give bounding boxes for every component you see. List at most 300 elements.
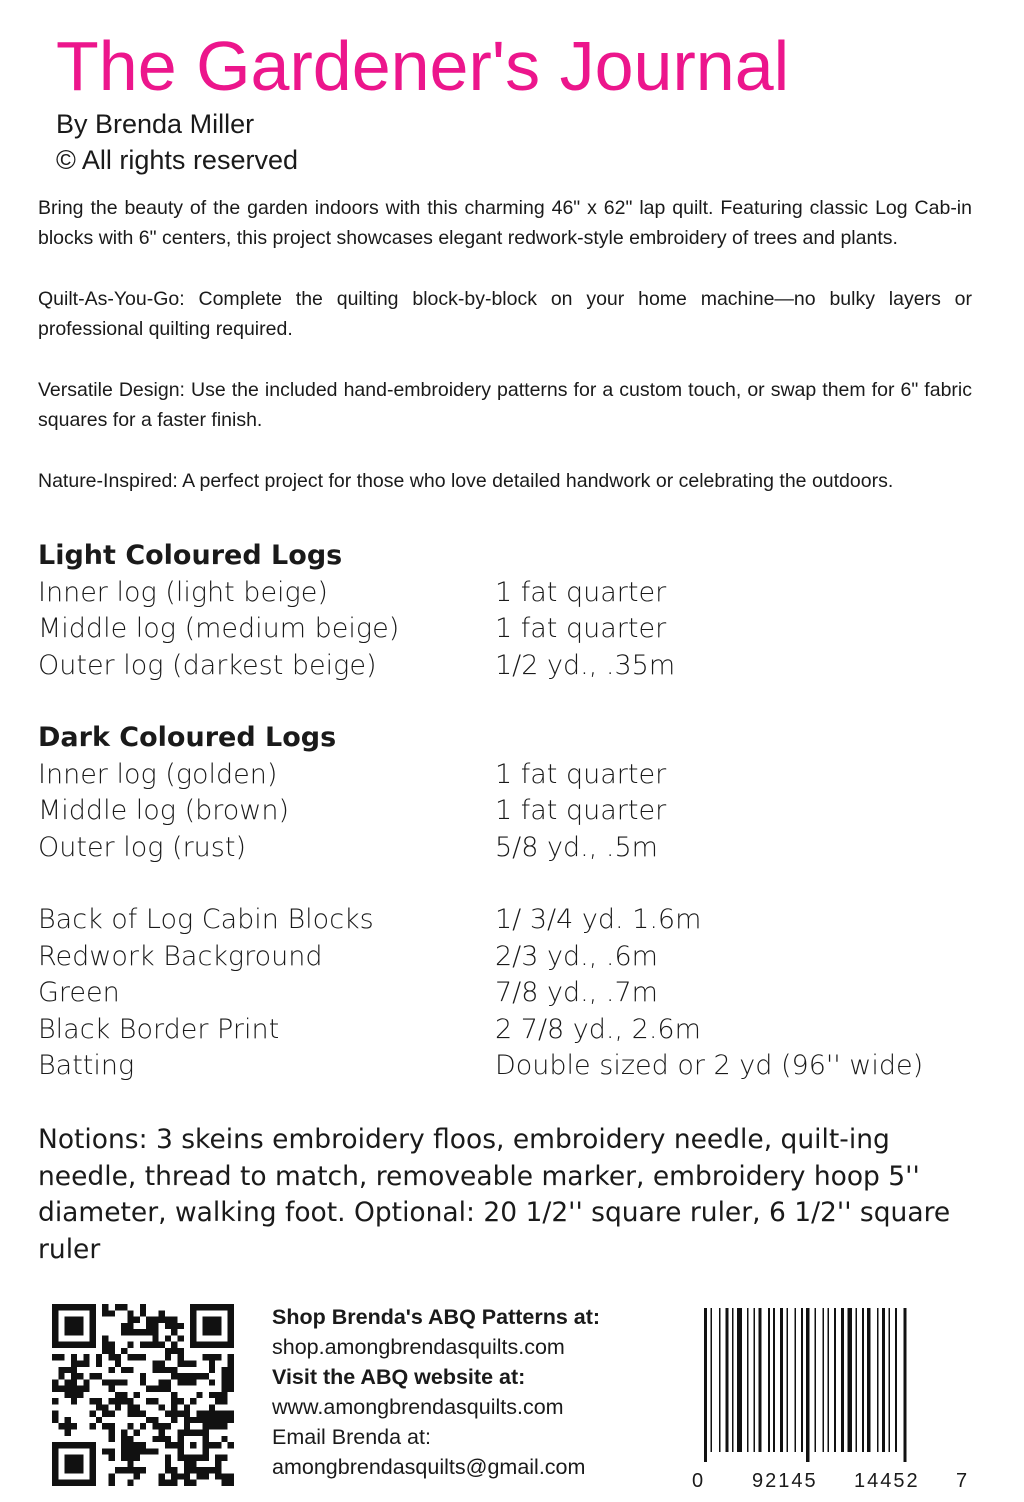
- qr-module: [102, 1423, 108, 1429]
- qr-module: [159, 1423, 165, 1429]
- qr-module: [96, 1417, 102, 1423]
- qr-module: [146, 1448, 152, 1454]
- material-amount: 1/2 yd., .35m: [495, 649, 676, 681]
- qr-module: [221, 1480, 227, 1486]
- qr-module: [96, 1398, 102, 1404]
- qr-module: [178, 1398, 184, 1404]
- qr-module: [102, 1304, 108, 1310]
- qr-module: [152, 1398, 158, 1404]
- qr-module: [215, 1392, 221, 1398]
- qr-module: [108, 1430, 114, 1436]
- qr-module: [221, 1373, 227, 1379]
- barcode-digits: [690, 1468, 972, 1494]
- qr-module: [215, 1461, 221, 1467]
- qr-module: [196, 1467, 202, 1473]
- qr-module: [203, 1417, 209, 1423]
- barcode-bar: [732, 1308, 734, 1452]
- qr-module: [127, 1317, 133, 1323]
- qr-code-graphic: [52, 1304, 234, 1486]
- qr-module: [203, 1317, 222, 1336]
- qr-module: [65, 1417, 71, 1423]
- qr-module: [127, 1467, 133, 1473]
- qr-module: [146, 1323, 152, 1329]
- qr-module: [171, 1467, 177, 1473]
- material-item: Back of Log Cabin Blocks: [38, 904, 374, 935]
- qr-module: [71, 1379, 77, 1385]
- qr-module: [159, 1404, 165, 1410]
- material-row: [38, 1048, 978, 1085]
- qr-module: [115, 1360, 121, 1366]
- qr-module: [127, 1398, 133, 1404]
- qr-module: [159, 1386, 165, 1392]
- qr-module: [52, 1354, 58, 1360]
- qr-module: [190, 1417, 196, 1423]
- qr-module: [215, 1354, 221, 1360]
- qr-module: [108, 1473, 114, 1479]
- qr-module: [102, 1348, 108, 1354]
- material-row: [38, 1012, 978, 1049]
- qr-module: [96, 1354, 102, 1360]
- qr-module: [184, 1461, 190, 1467]
- barcode-bar: [747, 1308, 749, 1452]
- qr-module: [127, 1367, 133, 1373]
- qr-module: [121, 1467, 127, 1473]
- qr-module: [146, 1342, 152, 1348]
- material-row: [38, 611, 978, 648]
- qr-module: [115, 1392, 121, 1398]
- qr-module: [203, 1354, 209, 1360]
- barcode-group-left: 92145: [752, 1470, 818, 1492]
- qr-module: [83, 1354, 89, 1360]
- qr-module: [190, 1467, 196, 1473]
- intro-paragraph-nature-inspired: Nature-Inspired: A perfect project for those who love detailed handwork or celebrating the outdoors.: [38, 470, 894, 492]
- barcode-bar: [877, 1308, 879, 1452]
- qr-module: [184, 1360, 190, 1366]
- qr-module: [159, 1379, 165, 1385]
- qr-code[interactable]: [52, 1304, 234, 1486]
- qr-module: [203, 1411, 209, 1417]
- qr-module: [209, 1423, 215, 1429]
- qr-module: [65, 1386, 71, 1392]
- qr-module: [228, 1360, 234, 1366]
- material-amount: Double sized or 2 yd (96'' wide): [495, 1050, 924, 1081]
- qr-module: [146, 1317, 152, 1323]
- qr-module: [65, 1423, 71, 1429]
- qr-module: [90, 1373, 96, 1379]
- material-row: [38, 975, 978, 1012]
- qr-module: [221, 1392, 227, 1398]
- qr-module: [127, 1461, 133, 1467]
- qr-module: [190, 1373, 196, 1379]
- qr-module: [115, 1404, 121, 1410]
- qr-module: [221, 1367, 227, 1373]
- barcode-bar: [862, 1308, 864, 1452]
- qr-module: [108, 1379, 114, 1385]
- qr-module: [152, 1417, 158, 1423]
- barcode-bar: [786, 1308, 788, 1452]
- barcode-bar: [780, 1308, 783, 1452]
- barcode-bar: [758, 1308, 761, 1452]
- qr-module: [228, 1354, 234, 1360]
- qr-module: [228, 1367, 234, 1373]
- qr-module: [228, 1480, 234, 1486]
- qr-module: [115, 1354, 121, 1360]
- qr-module: [165, 1436, 171, 1442]
- material-item: Outer log (darkest beige): [38, 649, 377, 681]
- material-row: [38, 575, 978, 612]
- qr-module: [190, 1398, 196, 1404]
- qr-module: [52, 1386, 58, 1392]
- qr-module: [52, 1417, 58, 1423]
- qr-module: [108, 1354, 114, 1360]
- qr-module: [102, 1310, 108, 1316]
- qr-module: [221, 1411, 227, 1417]
- qr-module: [140, 1442, 146, 1448]
- barcode-bar: [834, 1308, 836, 1452]
- barcode-bar: [704, 1308, 707, 1462]
- intro-paragraph-quilt-as-you-go: Quilt-As-You-Go: Complete the quilting block-by-block on your home machine—no bulky layers or professional quilting required.: [38, 288, 972, 340]
- qr-module: [102, 1411, 108, 1417]
- qr-module: [221, 1386, 227, 1392]
- qr-module: [209, 1392, 215, 1398]
- qr-module: [165, 1317, 171, 1323]
- qr-module: [165, 1411, 171, 1417]
- qr-module: [108, 1423, 114, 1429]
- barcode-group-right: 14452: [854, 1470, 920, 1492]
- notions-text: Notions: 3 skeins embroidery floos, embroidery needle, quilt-ing needle, thread to match, removeable marker, embroidery hoop 5'' diameter, walking foot. Optional: 20 1/2'' square ruler, 6 1/2'' square ruler: [38, 1124, 951, 1265]
- qr-module: [152, 1342, 158, 1348]
- qr-module: [190, 1442, 196, 1448]
- website-label: Visit the ABQ website at:: [272, 1365, 526, 1389]
- light-logs-section: [38, 538, 978, 684]
- qr-module: [108, 1310, 114, 1316]
- qr-module: [184, 1373, 190, 1379]
- qr-module: [221, 1398, 227, 1404]
- material-amount: 1 fat quarter: [495, 576, 667, 608]
- qr-module: [146, 1386, 152, 1392]
- qr-module: [171, 1442, 177, 1448]
- qr-module: [121, 1392, 127, 1398]
- qr-module: [196, 1417, 202, 1423]
- qr-module: [228, 1442, 234, 1448]
- qr-module: [159, 1473, 165, 1479]
- qr-module: [203, 1373, 209, 1379]
- material-item: Redwork Background: [38, 940, 323, 972]
- qr-module: [190, 1360, 196, 1366]
- qr-module: [102, 1335, 108, 1341]
- qr-module: [209, 1404, 215, 1410]
- material-item: Inner log (light beige): [38, 576, 328, 608]
- barcode-bar: [773, 1308, 775, 1452]
- barcode-bar: [895, 1308, 897, 1452]
- qr-module: [165, 1480, 171, 1486]
- qr-module: [65, 1379, 71, 1385]
- material-row: [38, 830, 978, 867]
- qr-module: [209, 1379, 215, 1385]
- qr-module: [209, 1360, 215, 1366]
- qr-module: [127, 1411, 133, 1417]
- qr-module: [178, 1323, 184, 1329]
- qr-module: [121, 1448, 127, 1454]
- qr-module: [215, 1467, 221, 1473]
- qr-module: [209, 1467, 215, 1473]
- qr-module: [77, 1392, 83, 1398]
- qr-module: [140, 1342, 146, 1348]
- qr-module: [221, 1455, 227, 1461]
- qr-module: [209, 1411, 215, 1417]
- qr-module: [134, 1411, 140, 1417]
- qr-module: [121, 1398, 127, 1404]
- qr-module: [215, 1473, 221, 1479]
- qr-module: [152, 1423, 158, 1429]
- qr-module: [108, 1455, 114, 1461]
- qr-module: [178, 1348, 184, 1354]
- qr-module: [77, 1386, 83, 1392]
- qr-module: [134, 1430, 140, 1436]
- qr-module: [165, 1367, 171, 1373]
- barcode-digit-first: 0: [692, 1470, 704, 1492]
- qr-module: [134, 1329, 140, 1335]
- author-line: By Brenda Miller: [56, 109, 255, 139]
- qr-module: [140, 1411, 146, 1417]
- qr-module: [115, 1467, 121, 1473]
- qr-module: [71, 1386, 77, 1392]
- barcode-bar: [882, 1308, 885, 1452]
- qr-module: [121, 1442, 127, 1448]
- dark-logs-heading: Dark Coloured Logs: [38, 722, 337, 753]
- qr-module: [171, 1398, 177, 1404]
- qr-module: [96, 1360, 102, 1366]
- qr-module: [178, 1335, 184, 1341]
- qr-module: [196, 1392, 202, 1398]
- qr-module: [159, 1436, 165, 1442]
- dark-logs-section: [38, 720, 978, 866]
- copyright-line: © All rights reserved: [56, 145, 298, 175]
- qr-module: [209, 1442, 215, 1448]
- website-link[interactable]: www.amongbrendasquilts.com: [272, 1395, 564, 1419]
- qr-module: [121, 1367, 127, 1373]
- qr-module: [228, 1417, 234, 1423]
- qr-module: [134, 1467, 140, 1473]
- qr-module: [140, 1423, 146, 1429]
- qr-module: [228, 1411, 234, 1417]
- qr-module: [171, 1411, 177, 1417]
- barcode-bar: [889, 1308, 891, 1452]
- qr-module: [127, 1354, 133, 1360]
- email-label: Email Brenda at:: [272, 1425, 431, 1449]
- barcode-bar: [828, 1308, 830, 1452]
- material-item: Middle log (medium beige): [38, 613, 400, 644]
- qr-module: [196, 1473, 202, 1479]
- material-row: [38, 757, 978, 794]
- qr-module: [115, 1379, 121, 1385]
- barcode-bar: [841, 1308, 844, 1452]
- qr-module: [121, 1455, 127, 1461]
- material-amount: 1 fat quarter: [495, 613, 667, 644]
- qr-module: [115, 1304, 121, 1310]
- qr-module: [209, 1354, 215, 1360]
- qr-module: [127, 1404, 133, 1410]
- qr-module: [134, 1473, 140, 1479]
- qr-module: [140, 1329, 146, 1335]
- qr-module: [221, 1423, 227, 1429]
- qr-module: [102, 1448, 108, 1454]
- qr-module: [152, 1335, 158, 1341]
- qr-module: [184, 1473, 190, 1479]
- barcode-bar: [719, 1308, 721, 1452]
- material-item: Inner log (golden): [38, 758, 278, 790]
- qr-module: [171, 1480, 177, 1486]
- material-amount: 1 fat quarter: [495, 795, 667, 826]
- qr-module: [140, 1310, 146, 1316]
- shop-link[interactable]: shop.amongbrendasquilts.com: [272, 1335, 565, 1359]
- qr-module: [108, 1367, 114, 1373]
- qr-module: [221, 1473, 227, 1479]
- qr-module: [171, 1342, 177, 1348]
- qr-module: [165, 1386, 171, 1392]
- qr-module: [127, 1448, 133, 1454]
- qr-module: [165, 1335, 171, 1341]
- barcode-bars: [704, 1308, 960, 1462]
- material-row: [38, 902, 978, 939]
- qr-module: [178, 1473, 184, 1479]
- qr-module: [90, 1423, 96, 1429]
- qr-module: [121, 1348, 127, 1354]
- qr-module: [127, 1436, 133, 1442]
- qr-module: [178, 1360, 184, 1366]
- qr-module: [196, 1411, 202, 1417]
- qr-module: [165, 1455, 171, 1461]
- qr-module: [140, 1379, 146, 1385]
- qr-module: [140, 1304, 146, 1310]
- qr-module: [140, 1373, 146, 1379]
- qr-module: [165, 1461, 171, 1467]
- qr-module: [71, 1398, 77, 1404]
- intro-paragraph-overview: Bring the beauty of the garden indoors with this charming 46" x 62" lap quilt. Featuring classic Log Cab-in blocks with 6" centers, this project showcases elegant redwork-style embroidery of trees and plants.: [38, 197, 972, 249]
- qr-module: [58, 1386, 64, 1392]
- qr-module: [228, 1379, 234, 1385]
- qr-module: [134, 1442, 140, 1448]
- material-item: Outer log (rust): [38, 831, 246, 863]
- qr-module: [102, 1379, 108, 1385]
- qr-module: [171, 1373, 177, 1379]
- qr-module: [102, 1342, 108, 1348]
- material-item: Green: [38, 977, 120, 1008]
- qr-module: [83, 1379, 89, 1385]
- qr-module: [152, 1323, 158, 1329]
- barcode-bar: [737, 1308, 742, 1452]
- qr-module: [71, 1367, 77, 1373]
- qr-module: [77, 1373, 83, 1379]
- qr-module: [83, 1360, 89, 1366]
- qr-module: [165, 1379, 171, 1385]
- qr-module: [159, 1360, 165, 1366]
- qr-module: [165, 1442, 171, 1448]
- qr-module: [209, 1367, 215, 1373]
- page-title: The Gardener's Journal: [56, 27, 790, 105]
- qr-module: [215, 1455, 221, 1461]
- qr-module: [196, 1373, 202, 1379]
- qr-module: [184, 1411, 190, 1417]
- qr-module: [215, 1442, 221, 1448]
- qr-module: [134, 1455, 140, 1461]
- email-link[interactable]: amongbrendasquilts@gmail.com: [272, 1455, 586, 1479]
- qr-module: [203, 1423, 209, 1429]
- qr-module: [127, 1455, 133, 1461]
- material-item: Middle log (brown): [38, 795, 290, 826]
- other-materials-section: [38, 902, 978, 1085]
- material-item: Black Border Print: [38, 1013, 280, 1045]
- qr-module: [165, 1423, 171, 1429]
- qr-module: [184, 1423, 190, 1429]
- qr-module: [159, 1310, 165, 1316]
- qr-module: [121, 1323, 127, 1329]
- qr-module: [184, 1480, 190, 1486]
- material-amount: 1 fat quarter: [495, 758, 667, 790]
- qr-module: [146, 1329, 152, 1335]
- barcode-bar: [856, 1308, 858, 1452]
- material-row: [38, 793, 978, 830]
- qr-module: [108, 1398, 114, 1404]
- qr-module: [178, 1373, 184, 1379]
- qr-module: [108, 1448, 114, 1454]
- qr-module: [121, 1430, 127, 1436]
- barcode-bar: [847, 1308, 852, 1452]
- qr-module: [215, 1423, 221, 1429]
- material-row: [38, 939, 978, 976]
- qr-module: [52, 1379, 58, 1385]
- qr-module: [178, 1411, 184, 1417]
- barcode-bar: [823, 1308, 825, 1452]
- qr-module: [203, 1467, 209, 1473]
- qr-module: [134, 1392, 140, 1398]
- qr-module: [152, 1448, 158, 1454]
- qr-module: [228, 1473, 234, 1479]
- qr-module: [127, 1329, 133, 1335]
- qr-module: [221, 1379, 227, 1385]
- qr-module: [90, 1398, 96, 1404]
- barcode-bar: [867, 1308, 870, 1452]
- qr-module: [171, 1392, 177, 1398]
- qr-module: [65, 1430, 71, 1436]
- intro-paragraph-versatile-design: Versatile Design: Use the included hand-embroidery patterns for a custom touch, or swap them for 6" fabric squares for a faster finish.: [38, 379, 972, 431]
- qr-module: [159, 1342, 165, 1348]
- light-logs-heading: Light Coloured Logs: [38, 540, 343, 571]
- qr-module: [115, 1398, 121, 1404]
- qr-module: [228, 1386, 234, 1392]
- shop-label: Shop Brenda's ABQ Patterns at:: [272, 1305, 601, 1329]
- qr-module: [134, 1404, 140, 1410]
- qr-module: [171, 1348, 177, 1354]
- barcode-bar: [768, 1308, 770, 1452]
- qr-module: [159, 1480, 165, 1486]
- barcode-bar: [903, 1308, 906, 1462]
- qr-module: [121, 1329, 127, 1335]
- qr-module: [90, 1411, 96, 1417]
- barcode-bar: [801, 1308, 803, 1452]
- qr-module: [71, 1360, 77, 1366]
- qr-module: [121, 1436, 127, 1442]
- qr-module: [165, 1354, 171, 1360]
- qr-module: [71, 1354, 77, 1360]
- qr-module: [209, 1417, 215, 1423]
- qr-module: [152, 1329, 158, 1335]
- material-row: [38, 648, 978, 685]
- qr-module: [171, 1417, 177, 1423]
- qr-module: [52, 1411, 58, 1417]
- material-amount: 5/8 yd., .5m: [495, 831, 658, 863]
- qr-module: [108, 1411, 114, 1417]
